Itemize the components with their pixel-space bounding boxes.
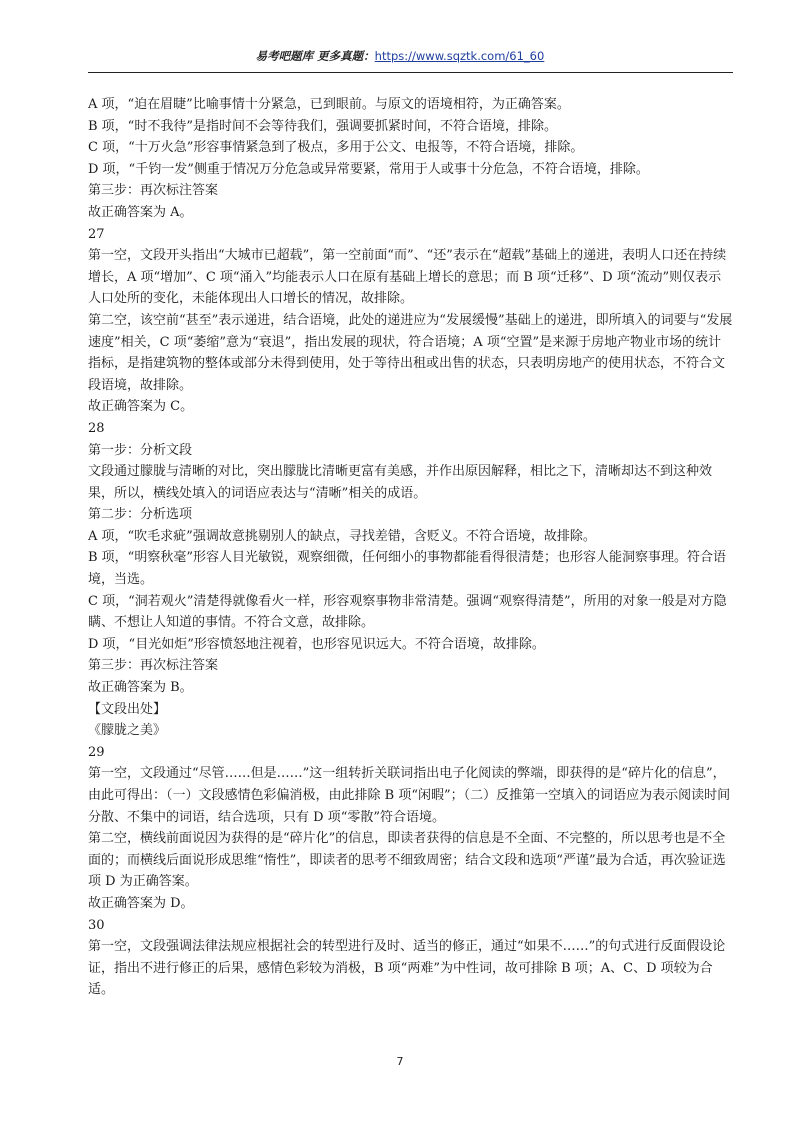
paragraph: 《朦胧之美》 [88,723,167,739]
paragraph: 第一空，文段通过“尽管……但是……”这一组转折关联词指出电子化阅读的弊端，即获得的是“碎片化的信息”，由此可得出：（一）文段感情色彩偏消极，由此排除 B 项“闲暇”；（二）反推第一空填入的词语应为表示阅读时间分散、不集中的词语，结合选项，只有 D 项“零散”符合语境。 [88,766,731,825]
paragraph: D 项，“千钧一发”侧重于情况万分危急或异常要紧，常用于人或事十分危急，不符合语境，排除。 [88,161,649,177]
paragraph: A 项，“迫在眉睫”比喻事情十分紧急，已到眼前。与原文的语境相符，为正确答案。 [88,97,570,112]
paragraph: 故正确答案为 C。 [88,399,194,415]
header-divider [88,72,733,73]
paragraph: A 项，“吹毛求疵”强调故意挑剔别人的缺点，寻找差错，含贬义。不符合语境，故排除。 [88,528,596,544]
paragraph: 故正确答案为 D。 [88,895,194,911]
paragraph: 第二空，横线前面说因为获得的是“碎片化”的信息，即读者获得的信息是不全面、不完整的，所以思考也是不全面的；而横线后面说形成思维“惰性”，即读者的思考不细致周密；结合文段和选项“严谨”最为合适，再次验证选项 D 为正确答案。 [88,831,726,890]
document-body [88,94,733,1001]
header-label: 易考吧题库 更多真题： [255,49,375,63]
paragraph: 文段通过朦胧与清晰的对比，突出朦胧比清晰更富有美感，并作出原因解释，相比之下，清晰却达不到这种效果，所以，横线处填入的词语应表达与“清晰”相关的成语。 [88,464,713,501]
page-number: 7 [396,1055,404,1068]
paragraph: 第二步：分析选项 [88,507,193,523]
paragraph: B 项，“明察秋毫”形容人目光敏锐，观察细微，任何细小的事物都能看得很清楚；也形容人能洞察事理。符合语境，当选。 [88,550,726,588]
paragraph: C 项，“洞若观火”清楚得就像看火一样，形容观察事物非常清楚。强调“观察得清楚”，所用的对象一般是对方隐瞒、不想让人知道的事情。不符合文意，故排除。 [88,593,727,631]
paragraph: 第一步：分析文段 [88,442,193,458]
paragraph: 28 [88,420,105,436]
header-url-link[interactable]: https://www.sqztk.com/61_60 [374,49,545,63]
paragraph: D 项，“目光如炬”形容愤怒地注视着，也形容见识远大。不符合语境，故排除。 [88,636,545,652]
paragraph: 故正确答案为 A。 [88,204,193,220]
page-header [0,0,800,64]
paragraph: C 项，“十万火急”形容事情紧急到了极点，多用于公文、电报等，不符合语境，排除。 [88,140,584,156]
paragraph: 27 [88,226,105,242]
paragraph: 30 [88,917,105,933]
paragraph: 第一空，文段强调法律法规应根据社会的转型进行及时、适当的修正，通过“如果不……”的句式进行反面假设论证，指出不进行修正的后果，感情色彩较为消极，B 项“两难”为中性词，故可排除 B 项；A、C、D 项较为合适。 [88,939,726,998]
paragraph: B 项，“时不我待”是指时间不会等待我们，强调要抓紧时间，不符合语境，排除。 [88,118,557,134]
paragraph: 第二空，该空前“甚至”表示递进，结合语境，此处的递进应为“发展缓慢”基础上的递进，即所填入的词要与“发展速度”相关，C 项“萎缩”意为“衰退”，指出发展的现状，符合语境；A 项“空置”是来源于房地产物业市场的统计指标，是指建筑物的整体或部分未得到使用，处于等待出租或出售的状态，只表明房地产的使用状态，不符合文段语境，故排除。 [88,312,733,393]
paragraph: 第一空，文段开头指出“大城市已超载”，第一空前面“而”、“还”表示在“超载”基础上的递进，表明人口还在持续增长，A 项“增加”、C 项“涌入”均能表示人口在原有基础上增长的意思；而 B 项“迁移”、D 项“流动”则仅表示人口处所的变化，未能体现出人口增长的情况，故排除。 [88,248,727,307]
paragraph: 故正确答案为 B。 [88,680,193,696]
paragraph: 【文段出处】 [88,701,167,717]
paragraph: 第三步：再次标注答案 [88,658,219,674]
paragraph: 第三步：再次标注答案 [88,183,219,199]
paragraph: 29 [88,744,105,760]
